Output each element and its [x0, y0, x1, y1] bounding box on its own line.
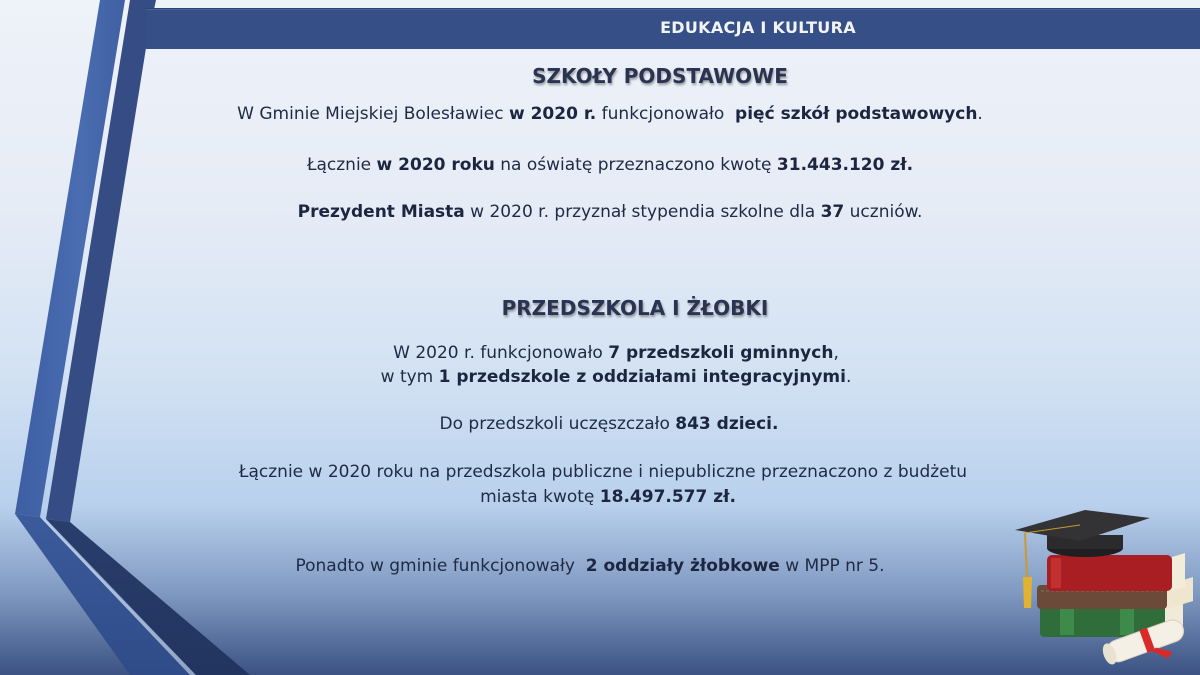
paragraph: W Gminie Miejskiej Bolesławiec w 2020 r. funkcjonowało pięć szkół podstawowych.: [237, 104, 983, 124]
paragraph: Ponadto w gminie funkcjonowały 2 oddziały żłobkowe w MPP nr 5.: [295, 556, 885, 576]
section-title-primary-schools: SZKOŁY PODSTAWOWE: [532, 64, 788, 88]
paragraph: miasta kwotę 18.497.577 zł.: [480, 487, 736, 507]
paragraph: w tym 1 przedszkole z oddziałami integracyjnymi.: [380, 367, 852, 387]
paragraph: Do przedszkoli uczęszczało 843 dzieci.: [439, 414, 779, 434]
graduation-cap-books-diploma-icon: [985, 505, 1195, 665]
header-title: EDUKACJA I KULTURA: [660, 18, 856, 37]
section-title-preschools: PRZEDSZKOLA I ŻŁOBKI: [501, 296, 769, 320]
paragraph: W 2020 r. funkcjonowało 7 przedszkoli gminnych,: [393, 343, 839, 363]
paragraph: Łącznie w 2020 roku na przedszkola publiczne i niepubliczne przeznaczono z budżetu: [238, 462, 968, 482]
paragraph: Łącznie w 2020 roku na oświatę przeznaczono kwotę 31.443.120 zł.: [306, 155, 914, 175]
paragraph: Prezydent Miasta w 2020 r. przyznał stypendia szkolne dla 37 uczniów.: [297, 202, 923, 222]
